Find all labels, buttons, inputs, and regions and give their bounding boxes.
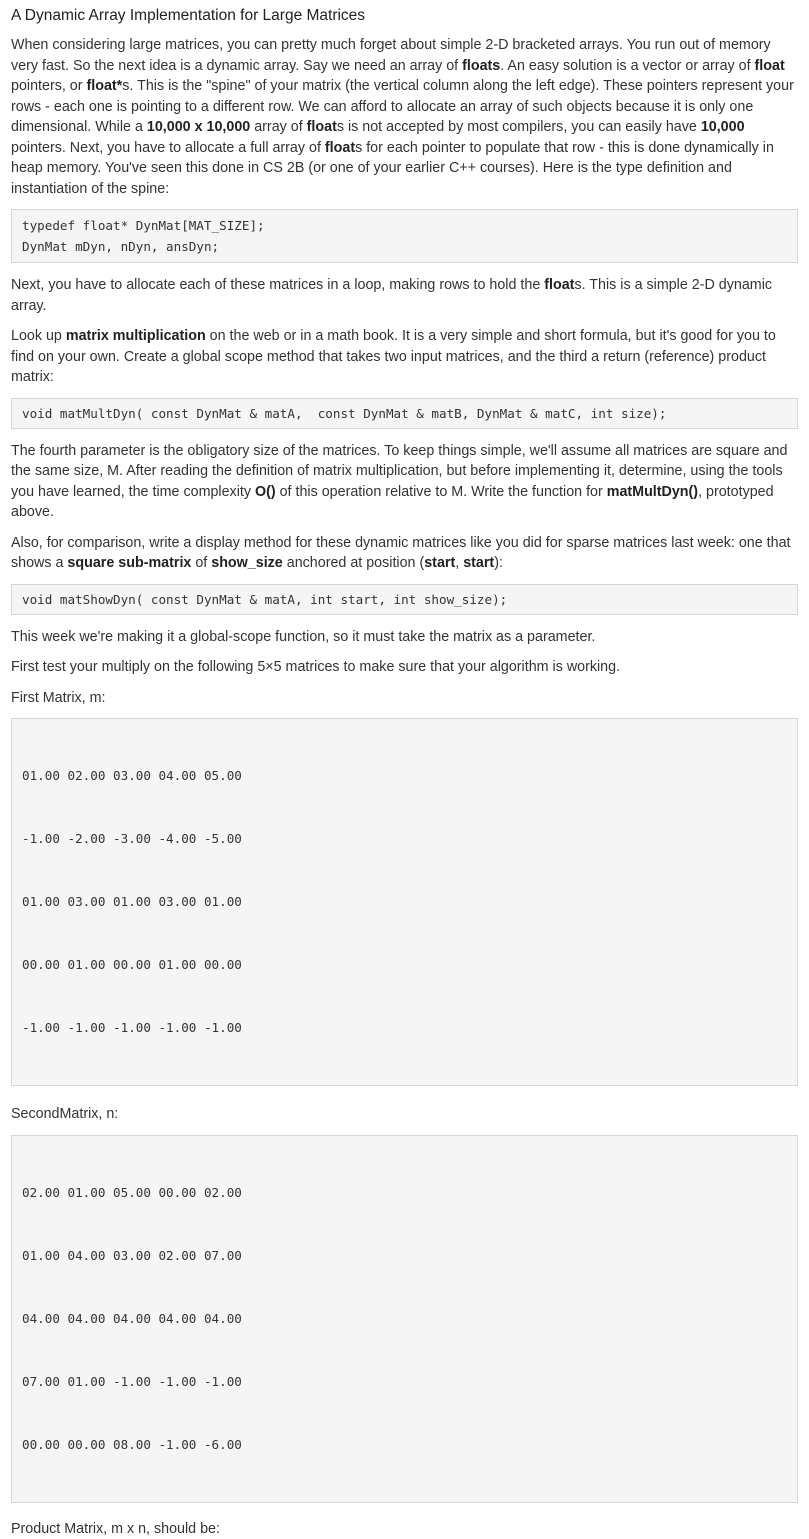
code-line: typedef float* DynMat[MAT_SIZE]; — [22, 215, 787, 236]
code-block-matshow: void matShowDyn( const DynMat & matA, int start, int show_size); — [11, 584, 798, 615]
text: pointers. Next, you have to allocate a full array of — [11, 140, 325, 156]
complexity-paragraph — [11, 441, 798, 523]
code-line: DynMat mDyn, nDyn, ansDyn; — [22, 236, 787, 257]
text: When considering large matrices, you can pretty much forget about simple 2-D bracketed arrays. You run out of memory very fast. So the next idea is a dynamic array. Say we need an array of — [11, 37, 771, 74]
text: pointers, or — [11, 78, 87, 94]
second-matrix-label: SecondMatrix, n: — [11, 1104, 798, 1125]
code-block-matmult: void matMultDyn( const DynMat & matA, const DynMat & matB, DynMat & matC, int size); — [11, 398, 798, 429]
text: array of — [250, 119, 306, 135]
text: on the web or in a math book. It is a very simple and short formula, but it's good for you to find on your own. Create a global scope method that takes two input matrices, and the third a return (reference) product matrix: — [11, 328, 776, 385]
bold-term: matrix multiplication — [66, 328, 206, 344]
allocate-paragraph — [11, 275, 798, 316]
test-paragraph: First test your multiply on the following 5×5 matrices to make sure that your algorithm is working. — [11, 657, 798, 678]
bold-term: float — [307, 119, 337, 135]
multiplication-paragraph — [11, 326, 798, 388]
bold-term: float* — [87, 78, 123, 94]
text: s is not accepted by most compilers, you can easily have — [337, 119, 701, 135]
first-matrix-label: First Matrix, m: — [11, 688, 798, 709]
text: Next, you have to allocate each of these matrices in a loop, making rows to hold the — [11, 277, 544, 293]
bold-term: floats — [462, 58, 500, 74]
text: , — [455, 555, 463, 571]
matrix-row: 02.00 01.00 05.00 00.00 02.00 — [22, 1182, 787, 1203]
page-title: A Dynamic Array Implementation for Large Matrices — [11, 6, 798, 26]
intro-paragraph — [11, 35, 798, 199]
matrix-row: 01.00 02.00 03.00 04.00 05.00 — [22, 765, 787, 786]
text: The fourth parameter is the obligatory size of the matrices. To keep things simple, we'll assume all matrices are square and the same size, M. After reading the definition of matrix multiplication, but before implementing it, determine, using the tools you have learned, the time complexity — [11, 443, 787, 500]
matrix-row: 00.00 00.00 08.00 -1.00 -6.00 — [22, 1434, 787, 1455]
bold-term: float — [544, 277, 574, 293]
text: of this operation relative to M. Write the function for — [276, 484, 607, 500]
matrix-row: 01.00 03.00 01.00 03.00 01.00 — [22, 891, 787, 912]
text: ): — [494, 555, 503, 571]
bold-term: O() — [255, 484, 276, 500]
display-paragraph — [11, 533, 798, 574]
text: Also, for comparison, write a display method for these dynamic matrices like you did for sparse matrices last week: one that shows a — [11, 535, 791, 572]
bold-term: matMultDyn() — [607, 484, 698, 500]
bold-term: square sub-matrix — [67, 555, 191, 571]
bold-term: float — [325, 140, 355, 156]
text: Look up — [11, 328, 66, 344]
bold-term: float — [755, 58, 785, 74]
text: of — [191, 555, 211, 571]
code-block-typedef — [11, 209, 798, 263]
text: . An easy solution is a vector or array of — [500, 58, 754, 74]
matrix-n-block — [11, 1135, 798, 1503]
text: s. This is the "spine" of your matrix (the vertical column along the left edge). These pointers represent your rows - each one is pointing to a different row. We can afford to allocate an array of such objects because it is only one dimensional. While a — [11, 78, 794, 135]
matrix-row: -1.00 -1.00 -1.00 -1.00 -1.00 — [22, 1017, 787, 1038]
global-scope-paragraph: This week we're making it a global-scope function, so it must take the matrix as a parameter. — [11, 627, 798, 648]
text: , prototyped above. — [11, 484, 774, 521]
matrix-row: 01.00 04.00 03.00 02.00 07.00 — [22, 1245, 787, 1266]
bold-term: start — [463, 555, 494, 571]
bold-term: show_size — [211, 555, 283, 571]
text: anchored at position ( — [283, 555, 424, 571]
bold-term: start — [424, 555, 455, 571]
product-matrix-label: Product Matrix, m x n, should be: — [11, 1519, 798, 1539]
bold-term: 10,000 — [701, 119, 745, 135]
text: s for each pointer to populate that row - this is done dynamically in heap memory. You've seen this done in CS 2B (or one of your earlier C++ courses). Here is the type definition and instantiation of the spine: — [11, 140, 774, 197]
text: s. This is a simple 2-D dynamic array. — [11, 277, 772, 314]
matrix-row: 00.00 01.00 00.00 01.00 00.00 — [22, 954, 787, 975]
matrix-m-block — [11, 718, 798, 1086]
bold-term: 10,000 x 10,000 — [147, 119, 250, 135]
matrix-row: 07.00 01.00 -1.00 -1.00 -1.00 — [22, 1371, 787, 1392]
matrix-row: 04.00 04.00 04.00 04.00 04.00 — [22, 1308, 787, 1329]
matrix-row: -1.00 -2.00 -3.00 -4.00 -5.00 — [22, 828, 787, 849]
